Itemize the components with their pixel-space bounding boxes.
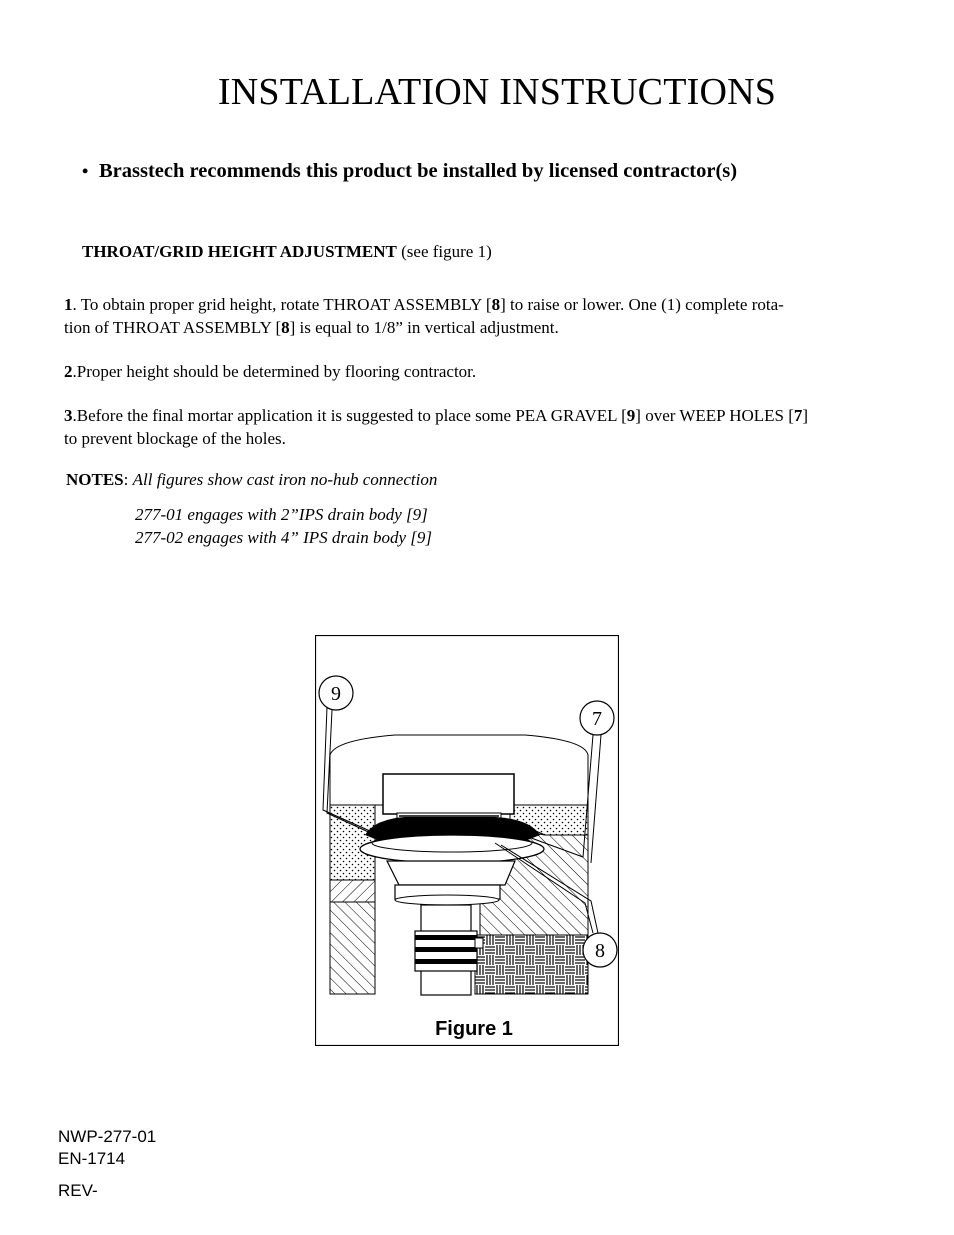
drain-body — [387, 861, 515, 885]
svg-text:7: 7 — [592, 708, 602, 730]
step-text: . To obtain proper grid height, rotate THROAT ASSEMBLY [ — [72, 295, 492, 314]
recommendation-line — [82, 160, 737, 183]
notes-separator: : — [123, 470, 133, 489]
footer-model: NWP-277-01 — [58, 1127, 157, 1146]
step-2 — [64, 360, 476, 383]
step-text: ] to raise or lower. One (1) complete rota- — [500, 295, 784, 314]
section-heading — [82, 242, 492, 262]
figure-1 — [315, 635, 619, 1046]
step-number: 2 — [64, 362, 73, 381]
section-title: THROAT/GRID HEIGHT ADJUSTMENT — [82, 242, 397, 261]
step-3 — [64, 404, 904, 450]
step-text: ] is equal to 1/8” in vertical adjustment. — [289, 318, 559, 337]
step-1 — [64, 293, 884, 339]
part-ref: 9 — [626, 406, 636, 425]
part-ref: 7 — [793, 406, 803, 425]
recommendation-text: Brasstech recommends this product be installed by licensed contractor(s) — [99, 160, 738, 182]
note-line: 277-01 engages with 2”IPS drain body [9] — [135, 505, 428, 524]
footer-revision: REV- — [58, 1181, 98, 1200]
part-ref: 8 — [491, 295, 501, 314]
slab-left — [330, 902, 375, 994]
step-text: tion of THROAT ASSEMBLY [ — [64, 318, 282, 337]
drain-flange — [360, 835, 544, 863]
figure-reference: (see figure 1) — [401, 242, 492, 261]
notes-text: All figures show cast iron no-hub connection — [132, 470, 438, 489]
notes-line — [66, 470, 437, 490]
footer-doc-number: EN-1714 — [58, 1149, 126, 1168]
callout-9 — [319, 676, 353, 710]
no-hub-coupling — [415, 931, 483, 971]
step-text: .Before the final mortar application it is suggested to place some PEA GRAVEL [ — [72, 406, 627, 425]
step-number: 3 — [64, 406, 73, 425]
base-pattern — [475, 935, 588, 994]
callout-7 — [580, 701, 614, 735]
step-text: to prevent blockage of the holes. — [64, 429, 286, 448]
bullet: • — [82, 161, 89, 181]
throat-top — [383, 774, 514, 814]
drain-diagram — [315, 635, 619, 1046]
note-line: 277-02 engages with 4” IPS drain body [9] — [135, 528, 433, 547]
svg-text:8: 8 — [595, 940, 605, 962]
part-ref: 8 — [281, 318, 290, 337]
step-text: .Proper height should be determined by flooring contractor. — [72, 362, 477, 381]
slab-left-upper — [330, 880, 375, 902]
step-text: ] over WEEP HOLES [ — [635, 406, 794, 425]
notes-label: NOTES — [66, 470, 124, 489]
page-title: INSTALLATION INSTRUCTIONS — [217, 71, 777, 113]
svg-text:9: 9 — [331, 683, 341, 705]
callout-8 — [583, 933, 617, 967]
figure-caption: Figure 1 — [435, 1018, 513, 1040]
step-number: 1 — [64, 295, 73, 314]
step-text: ] — [802, 406, 809, 425]
